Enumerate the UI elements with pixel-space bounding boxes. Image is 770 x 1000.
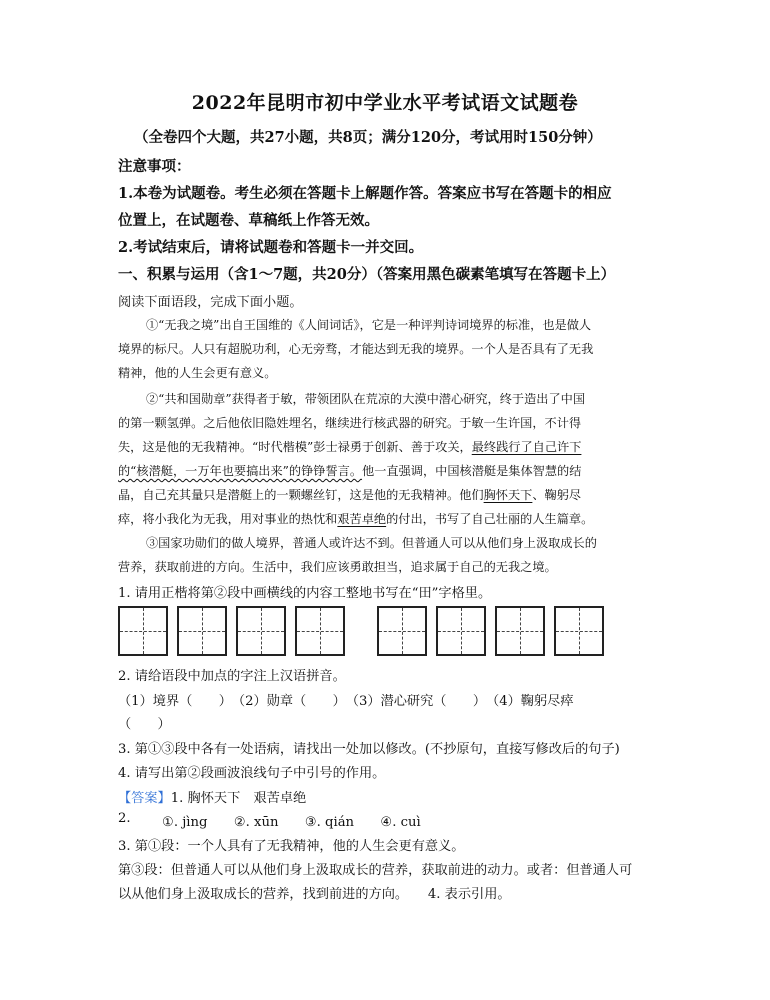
tianzige-cell[interactable] <box>236 606 286 656</box>
tianzige-cell[interactable] <box>495 606 545 656</box>
tianzige-cell[interactable] <box>118 606 168 656</box>
answer-3: 3. 第①段：一个人具有了无我精神，他的人生会更有意义。 <box>118 839 465 854</box>
para2-line4-text: 他一直强调，中国核潜艇是集体智慧的结 <box>362 464 582 478</box>
para3-line2: 营养，获取前进的方向。生活中，我们应该勇敢担当，追求属于自己的无我之境。 <box>118 560 557 574</box>
idiom-underlined-1: 胸怀天下 <box>483 488 533 502</box>
question-3: 3. 第①③段中各有一处语病，请找出一处加以修改。(不抄原句，直接写修改后的句子) <box>118 742 620 757</box>
tianzige-cell[interactable] <box>554 606 604 656</box>
note-2: 2.考试结束后，请将试题卷和答题卡一并交回。 <box>118 239 424 256</box>
tianzige-cell[interactable] <box>436 606 486 656</box>
para2-line6-text: 瘁，将小我化为无我，用对事业的热忱和 <box>118 512 338 526</box>
idiom-underlined-2: 艰苦卓绝 <box>337 512 387 526</box>
question-2: 2. 请给语段中加点的字注上汉语拼音。 <box>118 669 346 684</box>
answer-tag: 【答案】 <box>118 791 171 806</box>
wavy-underlined-text: 的“核潜艇，一万年也要搞出来”的铮铮誓言。 <box>118 464 363 478</box>
notes-heading: 注意事项： <box>118 158 191 175</box>
answer-2-number: 2. <box>118 811 131 826</box>
tianzige-cell[interactable] <box>377 606 427 656</box>
answer-3b: 第③段：但普通人可以从他们身上汲取成长的营养，获取前进的动力。或者：但普通人可 <box>118 863 633 878</box>
para2-line1: ②“共和国勋章”获得者于敏，带领团队在荒凉的大漠中潜心研究，终于造出了中国 <box>146 392 586 406</box>
page-title: 2022年昆明市初中学业水平考试语文试题卷 <box>191 92 579 114</box>
note-1a: 1.本卷为试题卷。考生必须在答题卡上解题作答。答案应书写在答题卡的相应 <box>118 185 612 202</box>
para1-line2: 境界的标尺。人只有超脱功利，心无旁骛，才能达到无我的境界。一个人是否具有了无我 <box>118 342 594 356</box>
question-2-blank: （ ） <box>118 717 171 732</box>
tianzige-cell[interactable] <box>295 606 345 656</box>
para2-line2: 的第一颗氢弹。之后他依旧隐姓埋名，继续进行核武器的研究。于敏一生许国，不计得 <box>118 416 582 430</box>
para1-line3: 精神，他的人生会更有意义。 <box>118 366 277 380</box>
para2-line5-tail: 、鞠躬尽 <box>532 488 582 502</box>
para3-line1: ③国家功勋们的做人境界，普通人或许达不到。但普通人可以从他们身上汲取成长的 <box>146 536 597 550</box>
para2-line6-tail: 的付出，书写了自己壮丽的人生篇章。 <box>386 512 594 526</box>
section-heading: 一、积累与运用（含1～7题，共20分）（答案用黑色碳素笔填写在答题卡上） <box>118 266 616 283</box>
reading-intro: 阅读下面语段，完成下面小题。 <box>118 295 303 310</box>
note-1b: 位置上，在试题卷、草稿纸上作答无效。 <box>118 212 379 229</box>
tianzige-cell[interactable] <box>177 606 227 656</box>
para2-line4 <box>118 462 581 479</box>
para2-line5 <box>118 486 581 503</box>
answer-3c: 以从他们身上汲取成长的营养，找到前进的方向。 4. 表示引用。 <box>118 887 511 902</box>
para2-line3 <box>118 438 581 455</box>
para2-line6 <box>118 510 593 527</box>
question-2-options: （1）境界（ ） （2）勋章（ ） （3）潜心研究（ ） （4）鞠躬尽瘁 <box>118 694 574 709</box>
answer-2-pinyin: ①. jìng ②. xūn ③. qián ④. cuì <box>162 815 421 830</box>
answer-line-1 <box>118 787 306 806</box>
para1-line1: ①“无我之境”出自王国维的《人间词话》，它是一种评判诗词境界的标准，也是做人 <box>146 318 592 332</box>
question-4: 4. 请写出第②段画波浪线句子中引号的作用。 <box>118 766 386 781</box>
exam-subtitle: （全卷四个大题，共27小题，共8页；满分120分，考试用时150分钟） <box>134 129 602 146</box>
answer-1: 1. 胸怀天下 艰苦卓绝 <box>170 791 307 806</box>
underlined-text: 最终践行了自己许下 <box>471 440 582 454</box>
para2-line3-text: 失，这是他的无我精神。“时代楷模”彭士禄勇于创新、善于攻关， <box>118 440 472 454</box>
question-1: 1. 请用正楷将第②段中画横线的内容工整地书写在“田”字格里。 <box>118 586 492 601</box>
para2-line5-text: 晶，自己充其量只是潜艇上的一颗螺丝钉，这是他的无我精神。他们 <box>118 488 484 502</box>
